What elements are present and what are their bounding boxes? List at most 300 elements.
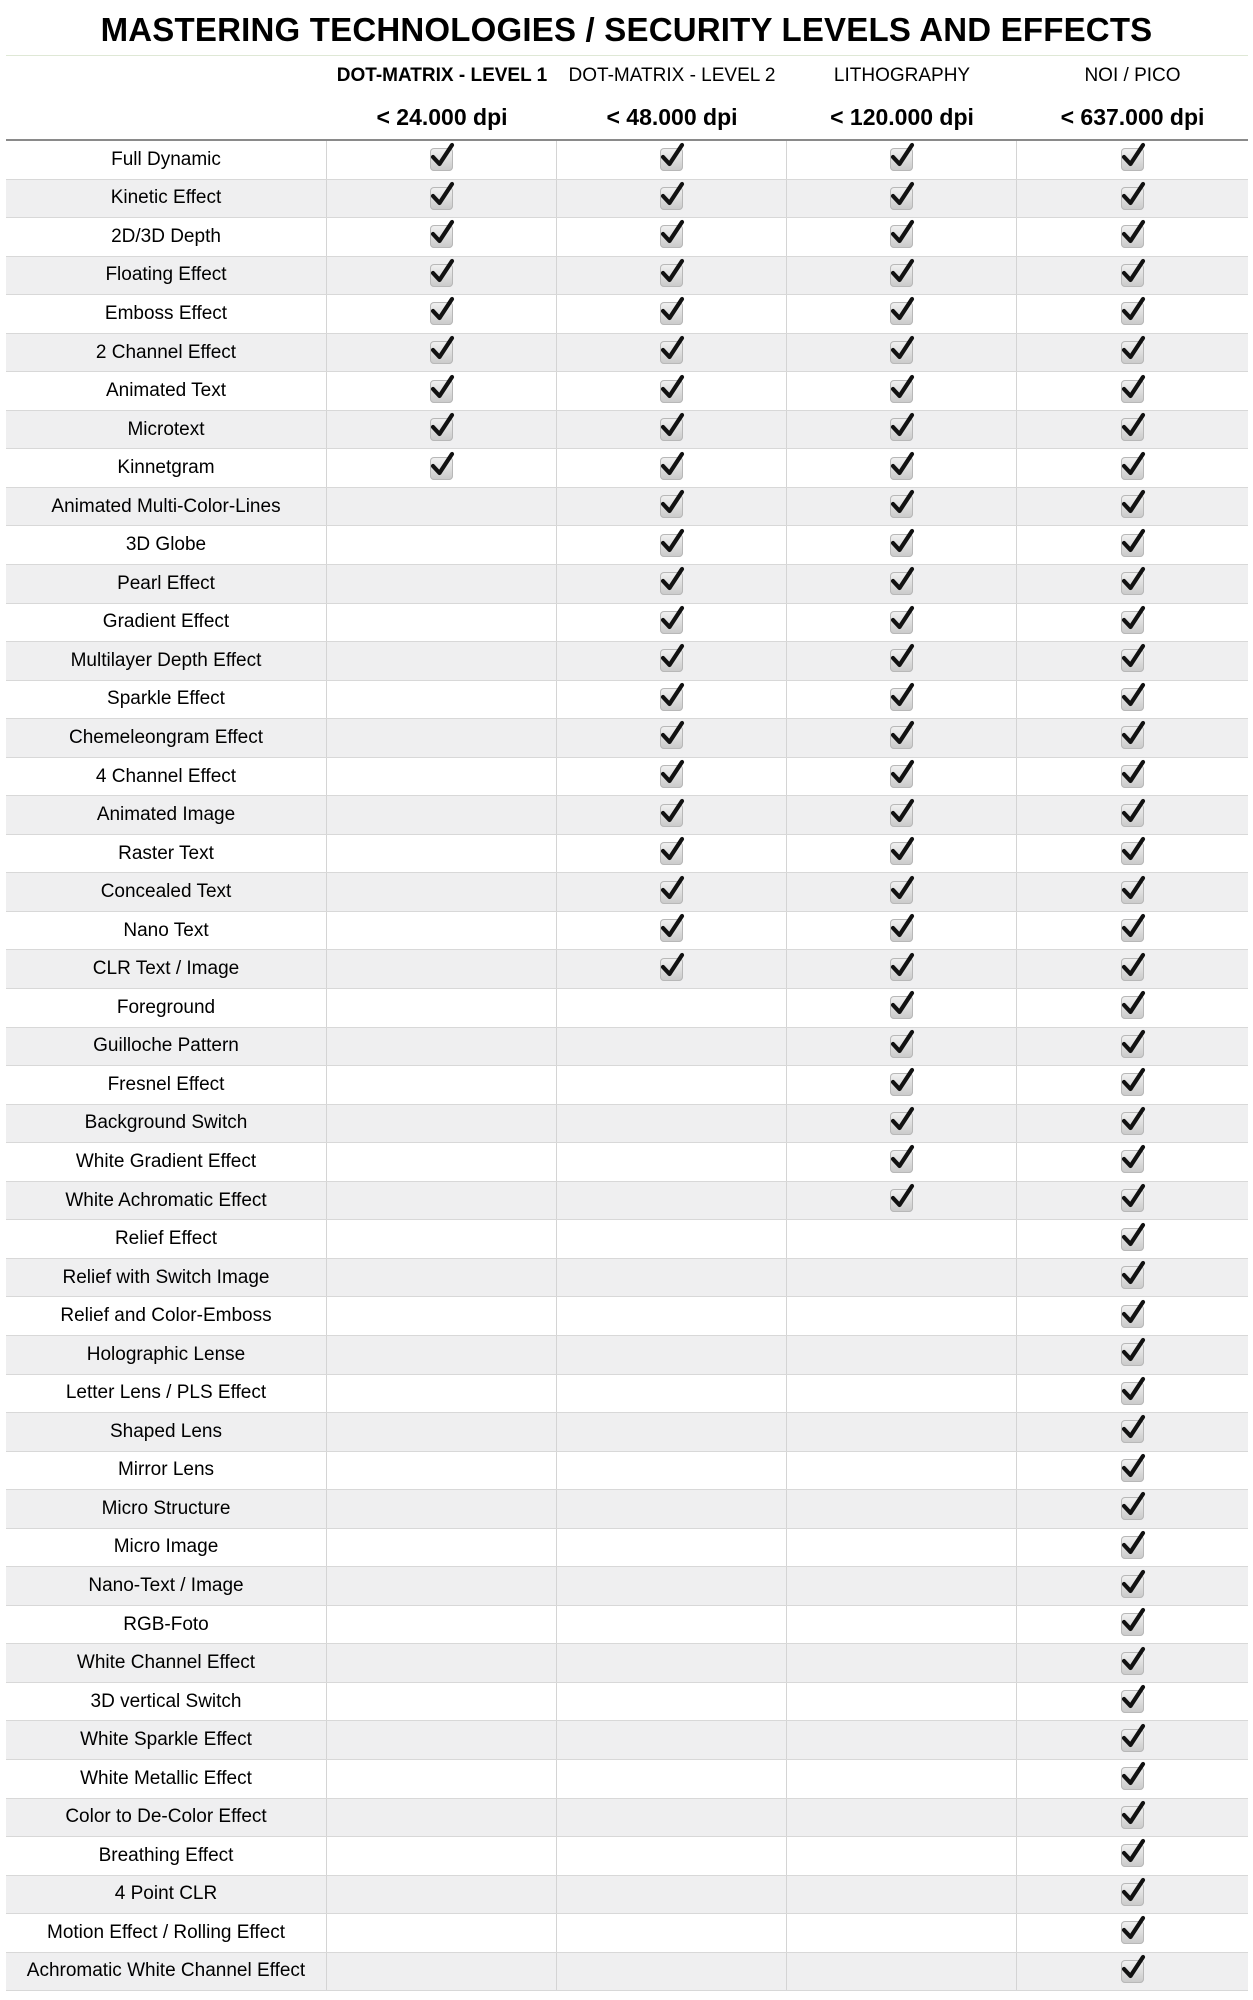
table-row [6, 873, 1248, 912]
checkmark-icon [660, 572, 683, 595]
check-cell [1017, 1220, 1248, 1258]
check-cell [787, 1683, 1017, 1721]
check-cell [1017, 141, 1248, 179]
feature-label: White Metallic Effect [6, 1760, 327, 1798]
check-cell [1017, 912, 1248, 950]
checkmark-icon [1121, 1112, 1144, 1135]
check-cell [787, 1837, 1017, 1875]
checkmark-icon [660, 264, 683, 287]
feature-label: Achromatic White Channel Effect [6, 1953, 327, 1991]
checkmark-icon [660, 495, 683, 518]
table-row [6, 681, 1248, 720]
feature-label: Animated Text [6, 372, 327, 410]
checkmark-icon [660, 842, 683, 865]
check-cell [787, 796, 1017, 834]
check-cell [787, 372, 1017, 410]
check-cell [327, 758, 557, 796]
checkmark-icon [430, 148, 453, 171]
check-cell [557, 1914, 787, 1952]
feature-label: Chemeleongram Effect [6, 719, 327, 757]
check-cell [787, 1259, 1017, 1297]
check-cell [787, 1220, 1017, 1258]
check-cell [327, 681, 557, 719]
feature-label: Micro Image [6, 1529, 327, 1567]
check-cell [1017, 1182, 1248, 1220]
checkmark-icon [660, 187, 683, 210]
feature-label: Shaped Lens [6, 1413, 327, 1451]
check-cell [787, 1953, 1017, 1991]
checkmark-icon [890, 649, 913, 672]
check-cell [557, 180, 787, 218]
checkmark-icon [1121, 649, 1144, 672]
check-cell [787, 334, 1017, 372]
checkmark-icon [1121, 264, 1144, 287]
check-cell [557, 719, 787, 757]
checkmark-icon [1121, 341, 1144, 364]
table-row [6, 1721, 1248, 1760]
check-cell [787, 1876, 1017, 1914]
checkmark-icon [1121, 726, 1144, 749]
column-header-noi-pico: NOI / PICO [1084, 65, 1181, 86]
check-cell [1017, 1297, 1248, 1335]
check-cell [327, 449, 557, 487]
check-cell [787, 449, 1017, 487]
check-cell [787, 1567, 1017, 1605]
table-row [6, 1259, 1248, 1298]
checkmark-icon [890, 1035, 913, 1058]
table-row [6, 1143, 1248, 1182]
checkmark-icon [660, 649, 683, 672]
table-row [6, 1914, 1248, 1953]
check-cell [787, 1721, 1017, 1759]
feature-label: Breathing Effect [6, 1837, 327, 1875]
checkmark-icon [660, 380, 683, 403]
check-cell [327, 1606, 557, 1644]
feature-label: Guilloche Pattern [6, 1028, 327, 1066]
checkmark-icon [430, 264, 453, 287]
check-cell [787, 1452, 1017, 1490]
checkmark-icon [1121, 842, 1144, 865]
check-cell [327, 1297, 557, 1335]
check-cell [1017, 642, 1248, 680]
check-cell [557, 1143, 787, 1181]
check-cell [557, 681, 787, 719]
check-cell [787, 488, 1017, 526]
checkmark-icon [1121, 1575, 1144, 1598]
checkmark-icon [1121, 457, 1144, 480]
checkmark-icon [660, 881, 683, 904]
table-row [6, 1644, 1248, 1683]
check-cell [327, 796, 557, 834]
page-title: MASTERING TECHNOLOGIES / SECURITY LEVELS AND EFFECTS [100, 11, 1153, 48]
check-cell [1017, 1452, 1248, 1490]
check-cell [327, 411, 557, 449]
table-row [6, 1413, 1248, 1452]
check-cell [327, 1799, 557, 1837]
checkmark-icon [1121, 1382, 1144, 1405]
check-cell [787, 719, 1017, 757]
table-row [6, 1452, 1248, 1491]
feature-label: Nano Text [6, 912, 327, 950]
checkmark-icon [890, 765, 913, 788]
checkmark-icon [890, 302, 913, 325]
column-dpi-dot-matrix-level-1: < 24.000 dpi [376, 104, 508, 130]
check-cell [787, 526, 1017, 564]
feature-label: White Sparkle Effect [6, 1721, 327, 1759]
feature-label: 2D/3D Depth [6, 218, 327, 256]
check-cell [557, 1220, 787, 1258]
checkmark-icon [1121, 1420, 1144, 1443]
check-cell [1017, 526, 1248, 564]
checkmark-icon [1121, 380, 1144, 403]
feature-label: White Achromatic Effect [6, 1182, 327, 1220]
feature-label: Fresnel Effect [6, 1066, 327, 1104]
check-cell [557, 604, 787, 642]
check-cell [327, 950, 557, 988]
checkmark-icon [1121, 187, 1144, 210]
check-cell [557, 835, 787, 873]
check-cell [327, 488, 557, 526]
check-cell [1017, 1683, 1248, 1721]
checkmark-icon [430, 341, 453, 364]
check-cell [557, 873, 787, 911]
check-cell [327, 1259, 557, 1297]
column-header-dot-matrix-level-2: DOT-MATRIX - LEVEL 2 [568, 65, 776, 86]
check-cell [1017, 1606, 1248, 1644]
check-cell [787, 912, 1017, 950]
check-cell [557, 1452, 787, 1490]
check-cell [327, 1452, 557, 1490]
checkmark-icon [1121, 1228, 1144, 1251]
check-cell [557, 989, 787, 1027]
check-cell [787, 1105, 1017, 1143]
checkmark-icon [430, 380, 453, 403]
feature-label: Color to De-Color Effect [6, 1799, 327, 1837]
check-cell [327, 565, 557, 603]
feature-label: 4 Channel Effect [6, 758, 327, 796]
checkmark-icon [890, 341, 913, 364]
check-cell [557, 1837, 787, 1875]
checkmark-icon [890, 1112, 913, 1135]
feature-label: Mirror Lens [6, 1452, 327, 1490]
checkmark-icon [1121, 1613, 1144, 1636]
check-cell [557, 1066, 787, 1104]
table-row [6, 1683, 1248, 1722]
check-cell [787, 1644, 1017, 1682]
checkmark-icon [660, 726, 683, 749]
check-cell [1017, 1567, 1248, 1605]
check-cell [327, 604, 557, 642]
checkmark-icon [1121, 302, 1144, 325]
check-cell [327, 141, 557, 179]
table-row [6, 1567, 1248, 1606]
checkmark-icon [1121, 572, 1144, 595]
check-cell [1017, 1953, 1248, 1991]
table-row [6, 372, 1248, 411]
check-cell [1017, 1143, 1248, 1181]
checkmark-icon [1121, 1883, 1144, 1906]
check-cell [787, 1914, 1017, 1952]
check-cell [787, 604, 1017, 642]
check-cell [1017, 950, 1248, 988]
check-cell [787, 1529, 1017, 1567]
checkmark-icon [1121, 1690, 1144, 1713]
checkmark-icon [1121, 1536, 1144, 1559]
column-dpi-noi-pico: < 637.000 dpi [1060, 104, 1205, 130]
check-cell [1017, 719, 1248, 757]
feature-label: Sparkle Effect [6, 681, 327, 719]
check-cell [557, 565, 787, 603]
check-cell [1017, 1105, 1248, 1143]
checkmark-icon [890, 534, 913, 557]
check-cell [557, 1953, 787, 1991]
table-row [6, 1490, 1248, 1529]
checkmark-icon [430, 187, 453, 210]
feature-label: 4 Point CLR [6, 1876, 327, 1914]
check-cell [327, 1953, 557, 1991]
check-cell [787, 257, 1017, 295]
checkmark-icon [890, 881, 913, 904]
check-cell [557, 372, 787, 410]
check-cell [327, 835, 557, 873]
check-cell [787, 758, 1017, 796]
check-cell [1017, 449, 1248, 487]
table-row [6, 1837, 1248, 1876]
checkmark-icon [1121, 1767, 1144, 1790]
checkmark-icon [1121, 881, 1144, 904]
check-cell [327, 1876, 557, 1914]
check-cell [787, 180, 1017, 218]
feature-label: Gradient Effect [6, 604, 327, 642]
check-cell [787, 1297, 1017, 1335]
feature-label: 3D vertical Switch [6, 1683, 327, 1721]
table-row [6, 218, 1248, 257]
check-cell [327, 873, 557, 911]
table-row [6, 449, 1248, 488]
checkmark-icon [1121, 1150, 1144, 1173]
check-cell [1017, 873, 1248, 911]
check-cell [557, 411, 787, 449]
feature-label: Full Dynamic [6, 141, 327, 179]
table-row [6, 526, 1248, 565]
feature-label: White Gradient Effect [6, 1143, 327, 1181]
checkmark-icon [1121, 688, 1144, 711]
check-cell [787, 218, 1017, 256]
check-cell [1017, 295, 1248, 333]
table-row [6, 411, 1248, 450]
check-cell [557, 1606, 787, 1644]
table-row [6, 1066, 1248, 1105]
table-row [6, 141, 1248, 180]
checkmark-icon [1121, 919, 1144, 942]
checkmark-icon [1121, 1729, 1144, 1752]
check-cell [557, 1683, 787, 1721]
check-cell [787, 565, 1017, 603]
check-cell [327, 1413, 557, 1451]
checkmark-icon [430, 457, 453, 480]
check-cell [327, 1760, 557, 1798]
check-cell [327, 372, 557, 410]
checkmark-icon [890, 225, 913, 248]
check-cell [557, 295, 787, 333]
check-cell [1017, 1259, 1248, 1297]
table-row [6, 642, 1248, 681]
checkmark-icon [890, 495, 913, 518]
checkmark-icon [1121, 225, 1144, 248]
check-cell [787, 1606, 1017, 1644]
check-cell [557, 488, 787, 526]
check-cell [327, 912, 557, 950]
check-cell [1017, 989, 1248, 1027]
check-cell [327, 218, 557, 256]
table-row [6, 950, 1248, 989]
table-row [6, 1336, 1248, 1375]
checkmark-icon [1121, 1844, 1144, 1867]
check-cell [557, 1567, 787, 1605]
checkmark-icon [660, 688, 683, 711]
checkmark-icon [890, 380, 913, 403]
check-cell [557, 1644, 787, 1682]
checkmark-icon [1121, 1497, 1144, 1520]
checkmark-icon [1121, 1921, 1144, 1944]
check-cell [557, 642, 787, 680]
table-row [6, 1953, 1248, 1992]
table-row [6, 758, 1248, 797]
check-cell [787, 1066, 1017, 1104]
check-cell [557, 334, 787, 372]
check-cell [327, 1143, 557, 1181]
table-row [6, 1799, 1248, 1838]
checkmark-icon [890, 996, 913, 1019]
check-cell [1017, 1837, 1248, 1875]
check-cell [787, 642, 1017, 680]
checkmark-icon [1121, 958, 1144, 981]
check-cell [327, 1336, 557, 1374]
check-cell [1017, 1721, 1248, 1759]
table-row [6, 180, 1248, 219]
check-cell [787, 1760, 1017, 1798]
checkmark-icon [890, 457, 913, 480]
checkmark-icon [1121, 1266, 1144, 1289]
table-row [6, 1028, 1248, 1067]
table-row [6, 1375, 1248, 1414]
checkmark-icon [660, 611, 683, 634]
checkmark-icon [890, 148, 913, 171]
check-cell [557, 1490, 787, 1528]
checkmark-icon [1121, 495, 1144, 518]
table-row [6, 719, 1248, 758]
check-cell [1017, 796, 1248, 834]
checkmark-icon [890, 804, 913, 827]
check-cell [1017, 681, 1248, 719]
check-cell [557, 1105, 787, 1143]
checkmark-icon [430, 225, 453, 248]
check-cell [1017, 257, 1248, 295]
check-cell [327, 1375, 557, 1413]
check-cell [327, 1837, 557, 1875]
feature-label: Floating Effect [6, 257, 327, 295]
check-cell [557, 1721, 787, 1759]
checkmark-icon [890, 611, 913, 634]
checkmark-icon [890, 842, 913, 865]
checkmark-icon [890, 688, 913, 711]
check-cell [1017, 411, 1248, 449]
check-cell [557, 218, 787, 256]
check-cell [787, 1799, 1017, 1837]
check-cell [1017, 1490, 1248, 1528]
check-cell [557, 912, 787, 950]
feature-label: Raster Text [6, 835, 327, 873]
table-row [6, 835, 1248, 874]
check-cell [327, 1721, 557, 1759]
check-cell [787, 681, 1017, 719]
check-cell [1017, 1028, 1248, 1066]
check-cell [787, 295, 1017, 333]
feature-table [6, 141, 1248, 1991]
checkmark-icon [660, 919, 683, 942]
table-row [6, 796, 1248, 835]
table-row [6, 565, 1248, 604]
feature-label: Kinetic Effect [6, 180, 327, 218]
check-cell [1017, 488, 1248, 526]
check-cell [557, 1375, 787, 1413]
check-cell [787, 835, 1017, 873]
checkmark-icon [890, 264, 913, 287]
checkmark-icon [890, 187, 913, 210]
check-cell [1017, 1375, 1248, 1413]
check-cell [1017, 218, 1248, 256]
check-cell [557, 526, 787, 564]
check-cell [787, 141, 1017, 179]
table-row [6, 1529, 1248, 1568]
check-cell [557, 1028, 787, 1066]
check-cell [557, 1297, 787, 1335]
check-cell [327, 989, 557, 1027]
table-row [6, 604, 1248, 643]
title-divider [6, 55, 1248, 56]
feature-label: Animated Multi-Color-Lines [6, 488, 327, 526]
checkmark-icon [660, 341, 683, 364]
column-header-dot-matrix-level-1: DOT-MATRIX - LEVEL 1 [336, 65, 548, 86]
column-header-lithography: LITHOGRAPHY [833, 65, 971, 86]
feature-label: Nano-Text / Image [6, 1567, 327, 1605]
checkmark-icon [890, 919, 913, 942]
checkmark-icon [890, 1189, 913, 1212]
feature-label: 2 Channel Effect [6, 334, 327, 372]
checkmark-icon [1121, 418, 1144, 441]
table-row [6, 488, 1248, 527]
check-cell [327, 642, 557, 680]
check-cell [557, 1799, 787, 1837]
check-cell [1017, 1529, 1248, 1567]
check-cell [787, 1182, 1017, 1220]
feature-label: Holographic Lense [6, 1336, 327, 1374]
check-cell [1017, 1336, 1248, 1374]
check-cell [327, 1567, 557, 1605]
checkmark-icon [660, 765, 683, 788]
feature-label: Motion Effect / Rolling Effect [6, 1914, 327, 1952]
check-cell [327, 1644, 557, 1682]
checkmark-icon [1121, 1652, 1144, 1675]
table-row [6, 1606, 1248, 1645]
check-cell [787, 1375, 1017, 1413]
check-cell [557, 1413, 787, 1451]
check-cell [787, 411, 1017, 449]
checkmark-icon [890, 958, 913, 981]
feature-label: Relief Effect [6, 1220, 327, 1258]
check-cell [327, 1066, 557, 1104]
feature-label: Foreground [6, 989, 327, 1027]
